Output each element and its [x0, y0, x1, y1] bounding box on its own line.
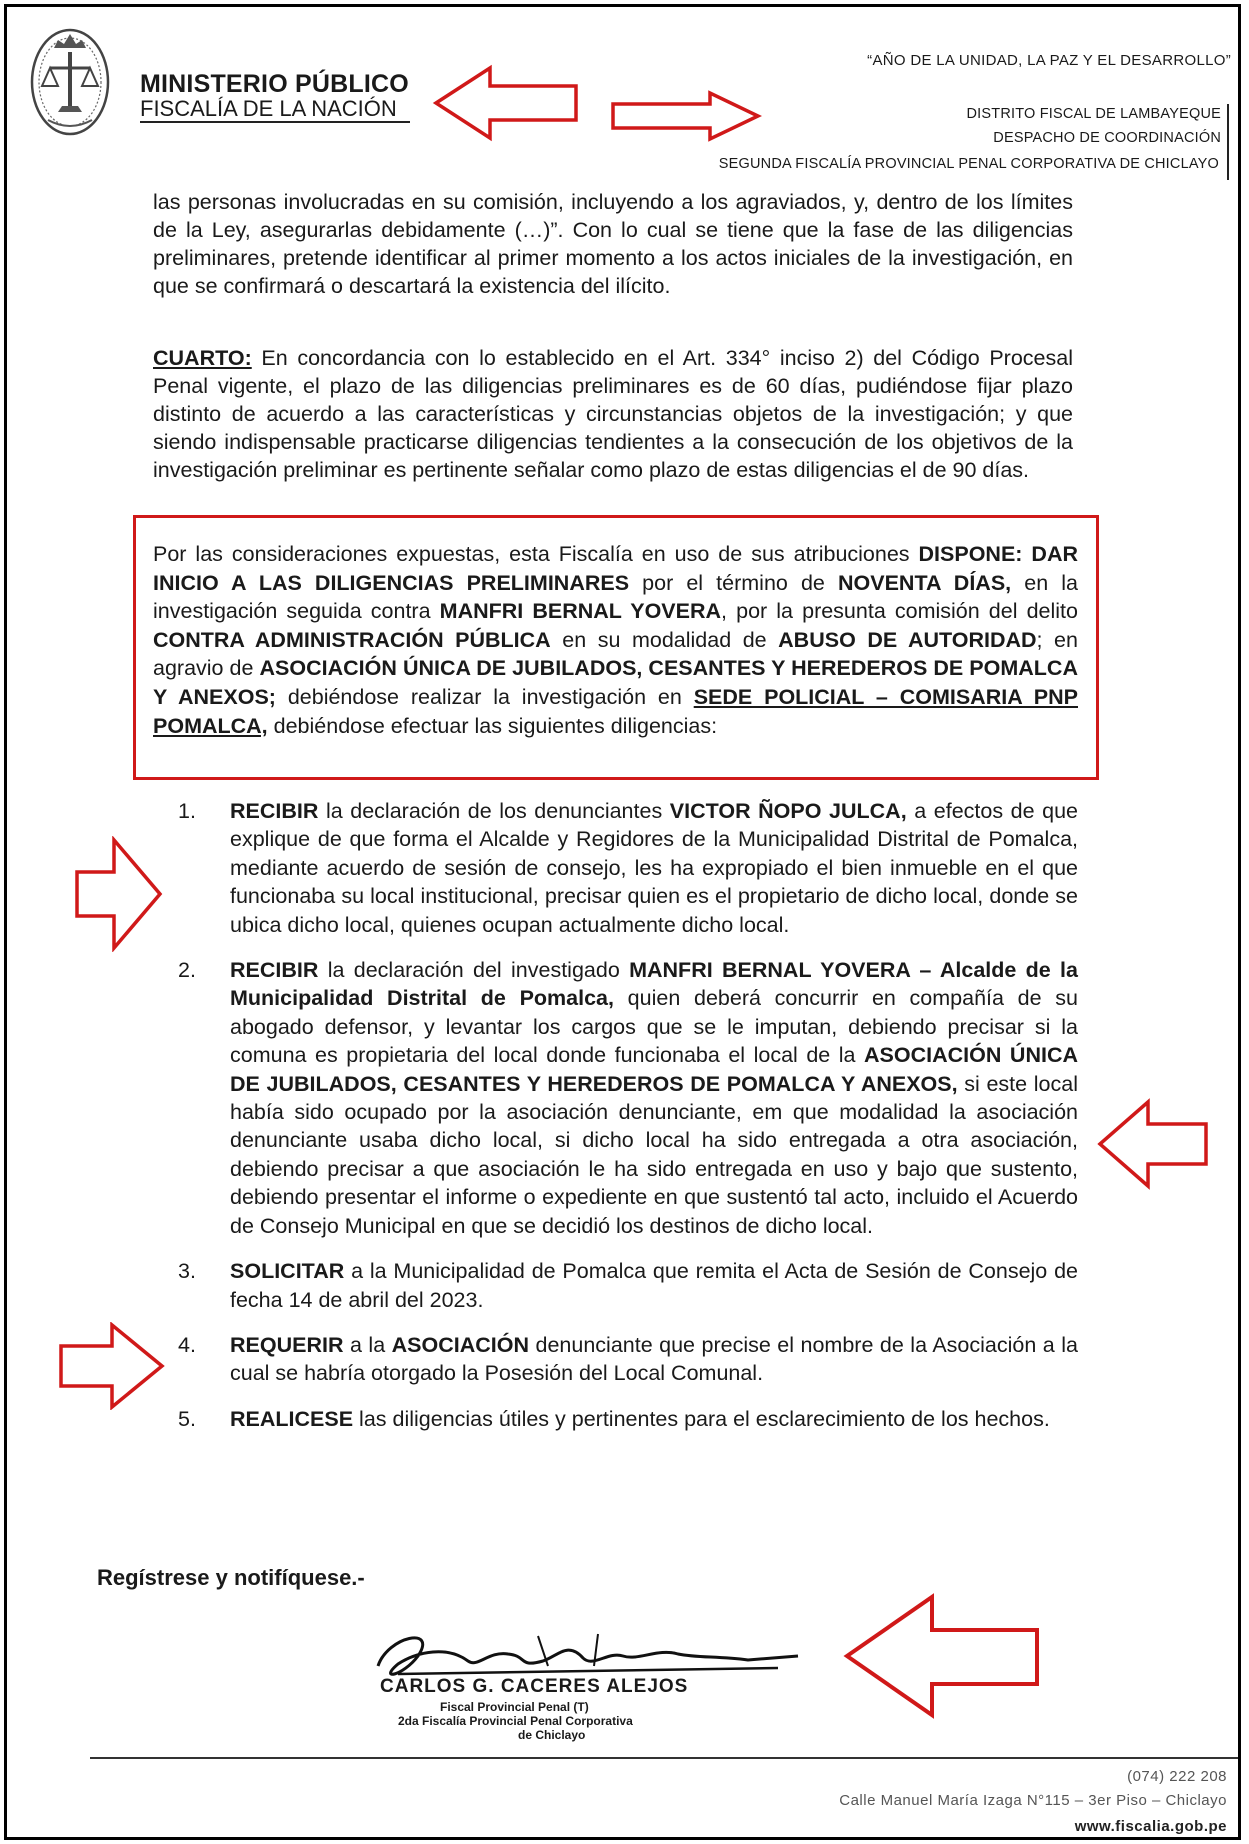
signer-name: CARLOS G. CACERES ALEJOS	[380, 1676, 689, 1697]
list-item	[178, 1405, 1078, 1433]
office-district: DISTRITO FISCAL DE LAMBAYEQUE	[966, 106, 1221, 122]
footer-website[interactable]: www.fiscalia.gob.pe	[1074, 1818, 1227, 1835]
dispone-text: en la investigación seguida contra	[153, 570, 1079, 624]
item-bold: ASOCIACIÓN ÚNICA DE JUBILADOS, CESANTES Y HEREDEROS DE POMALCA Y ANEXOS,	[230, 1043, 1078, 1096]
item-bold: REALICESE	[230, 1406, 354, 1431]
office-prosecutor: SEGUNDA FISCALÍA PROVINCIAL PENAL CORPORATIVA DE CHICLAYO	[718, 156, 1219, 172]
intro-paragraph: las personas involucradas en su comisión, incluyendo a los agraviados, y, dentro de los límites de la Ley, asegurarlas debidamente (…)”. Con lo cual se tiene que la fase de las diligencias preliminares, pretende identificar al primer momento a los actos iniciales de la investigación, en que se confirmará o descartará la existencia del ilícito.	[153, 190, 1073, 298]
dispone-bold: ASOCIACIÓN ÚNICA DE JUBILADOS, CESANTES Y HEREDEROS DE POMALCA Y ANEXOS;	[153, 656, 1078, 709]
item-text: las diligencias útiles y pertinentes para el esclarecimiento de los hechos.	[353, 1406, 1050, 1431]
dispone-bold: NOVENTA DÍAS,	[837, 570, 1012, 595]
diligence-list	[178, 797, 1078, 1450]
year-motto: “AÑO DE LA UNIDAD, LA PAZ Y EL DESARROLLO”	[867, 52, 1231, 69]
cuarto-text: En concordancia con lo establecido en el Art. 334° inciso 2) del Código Procesal Penal vigente, el plazo de las diligencias preliminares es de 60 días, pudiéndose fijar plazo distinto de acuerdo a las características y circunstancias objetos de la investigación; y que siendo indispensable practicarse diligencias tendientes a la consecución de los objetivos de la investigación preliminar es pertinente señalar como plazo de estas diligencias el de 90 días.	[153, 346, 1073, 482]
closing-text: Regístrese y notifíquese.-	[97, 1565, 365, 1590]
list-item	[178, 956, 1078, 1240]
item-number: 3.	[178, 1259, 196, 1284]
item-number: 1.	[178, 799, 196, 823]
dispone-bold: SEDE POLICIAL – COMISARIA PNP POMALCA,	[153, 684, 1078, 738]
arrow-right-icon	[74, 836, 164, 952]
item-text: quien deberá concurrir en compañía de su abogado defensor, y levantar los cargos que se le imputan, debiendo precisar si la comuna es propietaria del local donde funcionaba el local de la	[230, 986, 1078, 1068]
cuarto-paragraph	[153, 344, 1073, 484]
item-text: a la	[343, 1332, 392, 1357]
dispone-bold: CONTRA ADMINISTRACIÓN PÚBLICA	[153, 627, 551, 652]
list-item	[178, 1331, 1078, 1388]
item-number: 5.	[178, 1406, 196, 1431]
dispone-bold: DISPONE: DAR INICIO A LAS DILIGENCIAS PRELIMINARES	[153, 542, 1078, 595]
seal-icon	[28, 20, 112, 138]
footer-address: Calle Manuel María Izaga N°115 – 3er Piso – Chiclayo	[839, 1792, 1227, 1809]
list-item	[178, 797, 1078, 939]
brand-underline	[140, 121, 410, 123]
item-text: a efectos de que explique de que forma el Alcalde y Regidores de la Municipalidad Distrital de Pomalca, mediante acuerdo de sesión de consejo, les ha expropiado el bien inmueble en el que funcionaba su local institucional, precisar quien es el propietario de dicho local, donde se ubica dicho local, quienes ocupan actualmente dicho local.	[230, 799, 1078, 937]
dispone-text: en su modalidad de	[550, 627, 779, 652]
item-bold: VICTOR ÑOPO JULCA,	[669, 799, 907, 823]
office-department: DESPACHO DE COORDINACIÓN	[993, 130, 1221, 146]
brand-subtitle: FISCALÍA DE LA NACIÓN	[140, 96, 397, 121]
arrow-right-icon	[58, 1322, 166, 1410]
dispone-text: ; en agravio de	[153, 627, 1078, 681]
dispone-bold: ABUSO DE AUTORIDAD	[778, 627, 1037, 652]
item-bold: RECIBIR	[230, 799, 319, 823]
item-text: a la Municipalidad de Pomalca que remita el Acta de Sesión de Consejo de fecha 14 de abril del 2023.	[230, 1259, 1078, 1312]
dispone-paragraph	[153, 540, 1078, 740]
office-bar	[1227, 104, 1229, 180]
arrow-left-icon	[432, 64, 580, 142]
footer-divider	[90, 1757, 1238, 1759]
item-bold: SOLICITAR	[230, 1259, 345, 1284]
item-text: si este local había sido ocupado por la asociación denunciante, em que modalidad la asociación denunciante usaba dicho local, si dicho local ha sido entregada a otra asociación, debiendo precisar a que asociación le ha sido entregada en uso y bajo que sustento, debiendo presentar el informe o expediente en que sustentó tal acto, incluido el Acuerdo de Consejo Municipal en que se decidió los destinos de dicho local.	[230, 1071, 1078, 1238]
signature-icon	[358, 1606, 858, 1716]
cuarto-label: CUARTO:	[153, 346, 252, 370]
item-bold: REQUERIR	[230, 1332, 344, 1357]
signer-city: de Chiclayo	[518, 1728, 586, 1742]
item-bold: ASOCIACIÓN	[391, 1332, 530, 1357]
item-text: la declaración de los denunciantes	[318, 799, 670, 823]
arrow-left-icon	[1096, 1098, 1210, 1190]
item-number: 2.	[178, 958, 196, 983]
item-bold: RECIBIR	[230, 958, 319, 983]
item-bold: MANFRI BERNAL YOVERA – Alcalde de la Municipalidad Distrital de Pomalca,	[230, 958, 1078, 1011]
item-text: la declaración del investigado	[318, 958, 630, 983]
signer-title: Fiscal Provincial Penal (T)	[440, 1700, 589, 1714]
item-number: 4.	[178, 1332, 196, 1357]
item-text: denunciante que precise el nombre de la Asociación a la cual se habría otorgado la Posesión del Local Comunal.	[230, 1332, 1078, 1386]
arrow-left-icon	[842, 1592, 1042, 1720]
dispone-text: debiéndose efectuar las siguientes diligencias:	[267, 713, 718, 738]
list-item	[178, 1257, 1078, 1314]
signer-office: 2da Fiscalía Provincial Penal Corporativa	[398, 1714, 633, 1728]
dispone-text: por el término de	[629, 570, 838, 595]
dispone-text: Por las consideraciones expuestas, esta Fiscalía en uso de sus atribuciones	[153, 542, 919, 566]
brand-title: MINISTERIO PÚBLICO	[140, 70, 409, 98]
dispone-text: debiéndose realizar la investigación en	[275, 684, 694, 709]
arrow-right-icon	[610, 90, 762, 142]
dispone-bold: MANFRI BERNAL YOVERA	[439, 599, 722, 624]
footer-phone: (074) 222 208	[1127, 1768, 1227, 1785]
dispone-text: , por la presunta comisión del delito	[721, 599, 1078, 624]
